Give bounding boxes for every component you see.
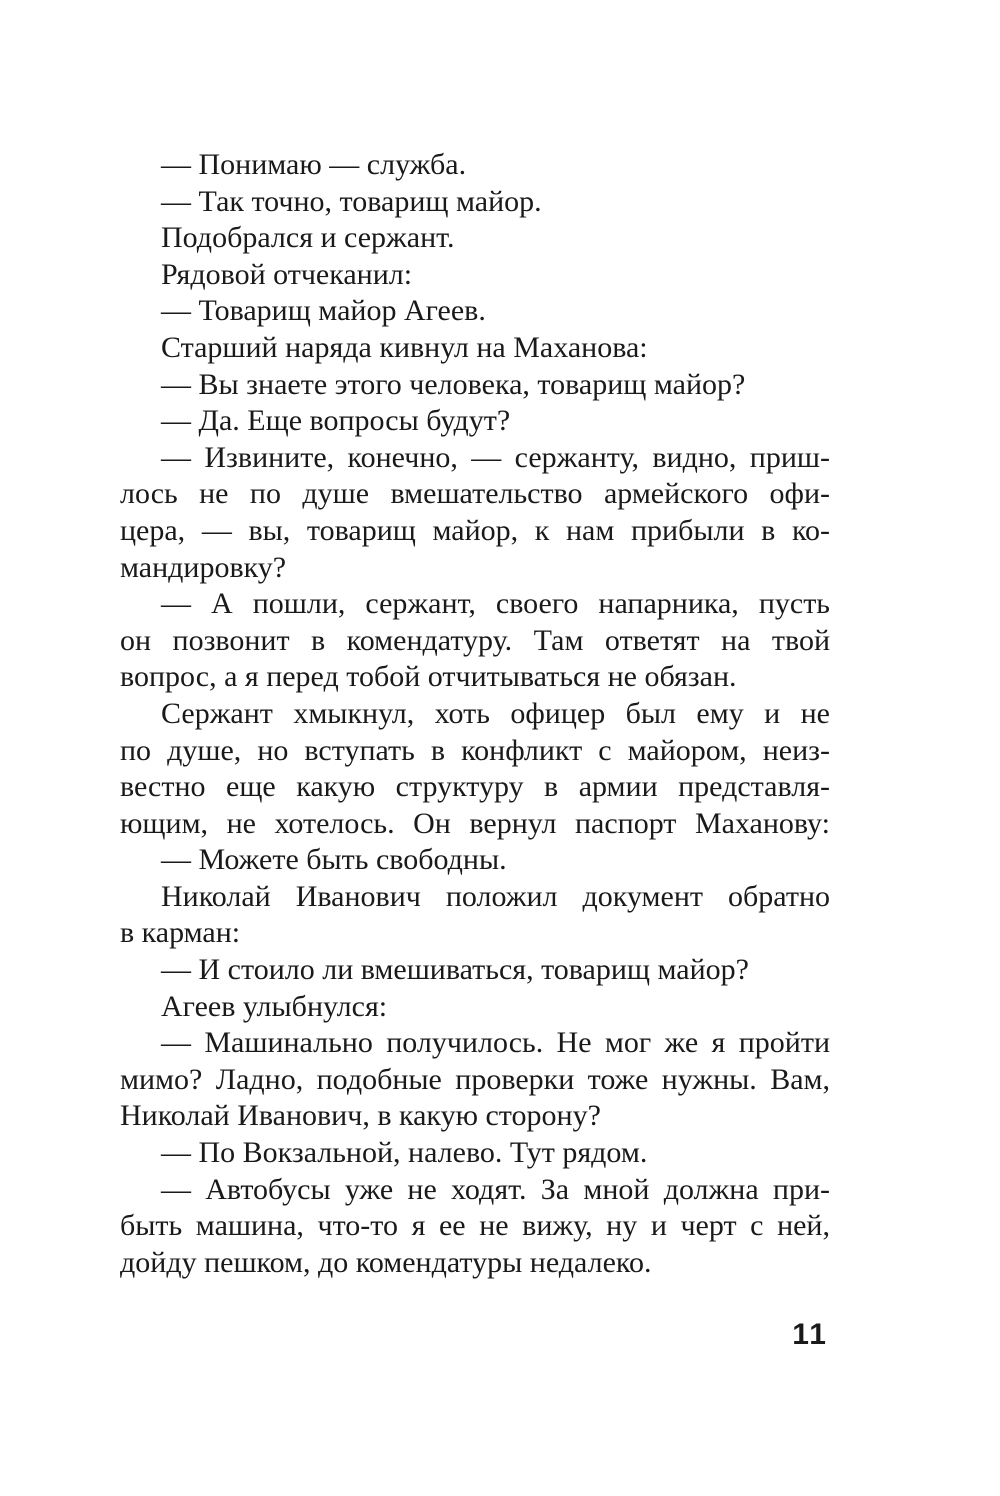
text-line: — Вы знаете этого человека, товарищ майор? [161, 367, 746, 401]
text-line: Сержант хмыкнул, хоть офицер был ему и не [161, 696, 830, 730]
text-line: Старший наряда кивнул на Маханова: [161, 330, 648, 364]
text-line: — И стоило ли вмешиваться, товарищ майор? [161, 953, 749, 987]
text-line: мандировку? [120, 550, 287, 584]
text-line: — Можете быть свободны. [161, 843, 507, 877]
text-line: быть машина, что-то я ее не вижу, ну и черт с ней, [120, 1209, 830, 1243]
text-line: по душе, но вступать в конфликт с майором, неиз- [120, 733, 830, 767]
text-line: — По Вокзальной, налево. Тут рядом. [161, 1136, 648, 1170]
text-line: — А пошли, сержант, своего напарника, пусть [161, 587, 830, 621]
text-line: — Машинально получилось. Не мог же я пройти [161, 1026, 830, 1060]
text-line: Подобрался и сержант. [161, 221, 455, 255]
text-line: — Так точно, товарищ майор. [161, 184, 542, 218]
text-line: Агеев улыбнулся: [161, 989, 388, 1023]
text-line: — Товарищ майор Агеев. [161, 294, 486, 328]
page-number: 11 [792, 1318, 828, 1351]
text-line: лось не по душе вмешательство армейского офи- [120, 477, 830, 511]
text-line: он позвонит в комендатуру. Там ответят на твой [120, 623, 830, 657]
text-line: — Автобусы уже не ходят. За мной должна при- [161, 1172, 830, 1206]
text-line: Рядовой отчеканил: [161, 257, 413, 291]
text-line: ющим, не хотелось. Он вернул паспорт Маханову: [120, 806, 830, 840]
text-line: Николай Иванович положил документ обратно [161, 879, 830, 913]
text-line: вопрос, а я перед тобой отчитываться не обязан. [120, 660, 737, 694]
text-line: — Извините, конечно, — сержанту, видно, приш- [161, 440, 830, 474]
text-line: мимо? Ладно, подобные проверки тоже нужны. Вам, [120, 1062, 830, 1096]
text-line: цера, — вы, товарищ майор, к нам прибыли в ко- [120, 513, 830, 547]
body-text [120, 147, 830, 1281]
text-line: — Да. Еще вопросы будут? [161, 404, 511, 438]
text-line: — Понимаю — служба. [161, 148, 467, 181]
text-line: дойду пешком, до комендатуры недалеко. [120, 1245, 652, 1279]
text-line: Николай Иванович, в какую сторону? [120, 1099, 601, 1133]
text-line: вестно еще какую структуру в армии представля- [120, 770, 830, 804]
text-line: в карман: [120, 916, 241, 950]
